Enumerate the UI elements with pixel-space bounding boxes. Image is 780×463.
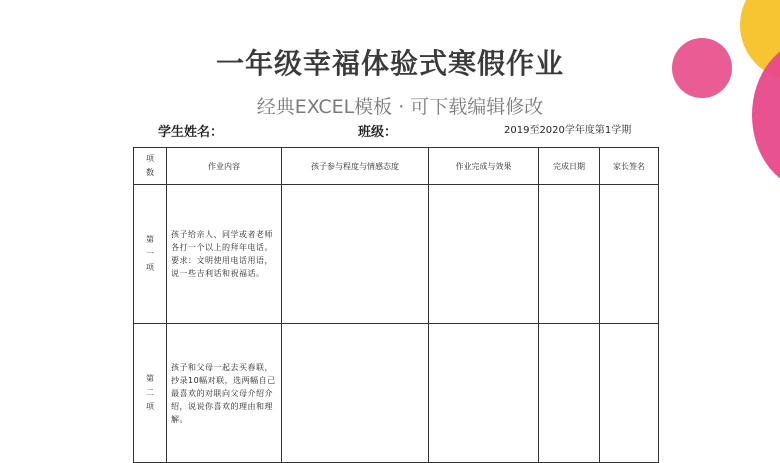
row-index: 第 二 项 <box>134 324 167 463</box>
row-content: 孩子和父母一起去买春联，抄录10幅对联，选两幅自己最喜欢的对联向父母介绍介绍，说说你喜欢的理由和理解。 <box>167 324 282 463</box>
participation-cell[interactable] <box>282 324 429 463</box>
header-parent-signature: 家长签名 <box>600 148 659 185</box>
student-name-label: 学生姓名： <box>158 125 224 140</box>
page-title: 一年级幸福体验式寒假作业 <box>215 47 564 80</box>
header-date: 完成日期 <box>539 148 600 185</box>
page-subtitle: 经典EXCEL模板 · 可下载编辑修改 <box>256 96 544 118</box>
participation-cell[interactable] <box>282 185 429 324</box>
date-cell[interactable] <box>539 185 600 324</box>
result-cell[interactable] <box>429 324 539 463</box>
date-cell[interactable] <box>539 324 600 463</box>
table-row <box>134 185 659 324</box>
signature-cell[interactable] <box>600 185 659 324</box>
row-index: 第 一 项 <box>134 185 167 324</box>
row-content: 孩子给亲人、同学或者老师各打一个以上的拜年电话。要求：文明使用电话用语，说一些吉利话和祝福话。 <box>167 185 282 324</box>
header-participation: 孩子参与程度与情感态度 <box>282 148 429 185</box>
homework-table <box>133 147 659 463</box>
term-label: 2019至2020学年度第1学期 <box>504 125 632 136</box>
header-item-number: 项 数 <box>134 148 167 185</box>
signature-cell[interactable] <box>600 324 659 463</box>
table-header-row <box>134 148 659 185</box>
result-cell[interactable] <box>429 185 539 324</box>
header-result: 作业完成与效果 <box>429 148 539 185</box>
header-content: 作业内容 <box>167 148 282 185</box>
table-row <box>134 324 659 463</box>
class-label: 班级： <box>358 125 398 140</box>
